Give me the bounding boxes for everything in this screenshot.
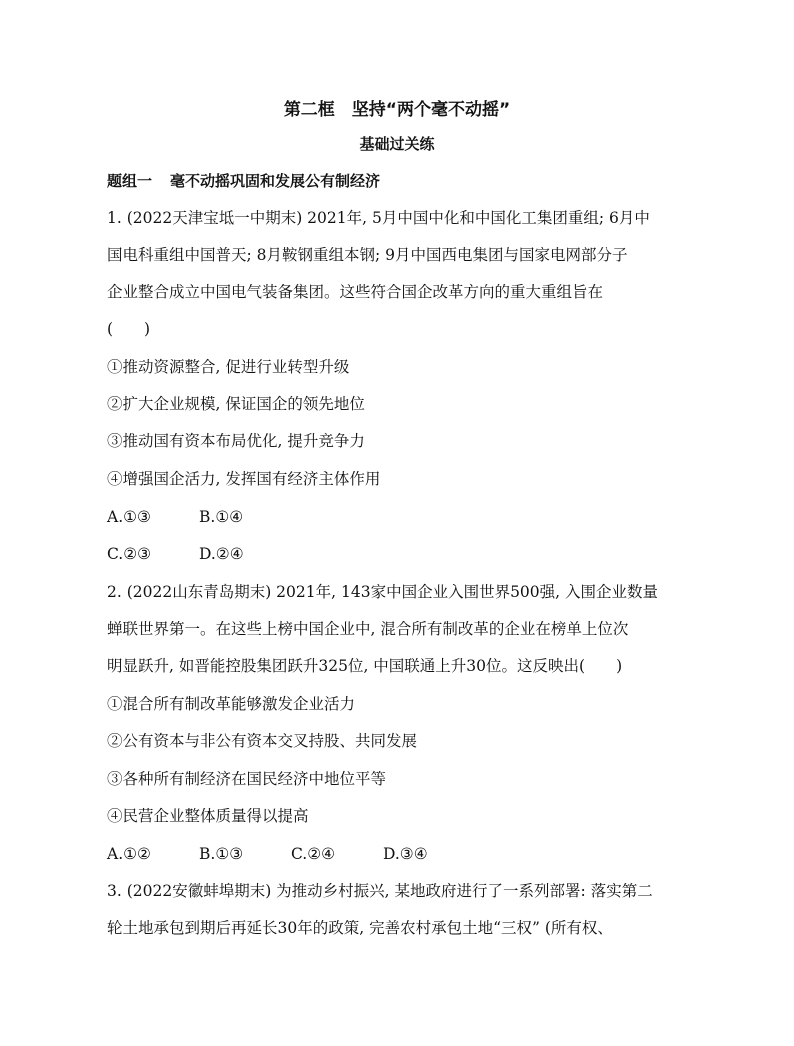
question-2-item-2: ②公有资本与非公有资本交叉持股、共同发展 [107,732,418,750]
option-b: B.①③ [199,845,244,863]
question-1-item-1: ①推动资源整合, 促进行业转型升级 [107,358,350,376]
group-label: 题组一 [107,172,153,190]
page-title: 第二框 坚持“两个毫不动摇” [283,100,511,120]
question-2-item-4: ④民营企业整体质量得以提高 [107,807,309,825]
question-1-options-row-1 [107,505,291,529]
question-2-item-3: ③各种所有制经济在国民经济中地位平等 [107,770,387,788]
question-2-options-row [107,842,475,866]
question-1-line-3: 企业整合成立中国电气装备集团。这些符合国企改革方向的重大重组旨在 [107,283,604,301]
question-group-heading [107,170,380,191]
question-1-line-1: 1. (2022天津宝坻一中期末) 2021年, 5月中国中化和中国化工集团重组; 6月中 [107,209,650,227]
group-name: 毫不动摇巩固和发展公有制经济 [170,172,381,190]
question-3-line-1: 3. (2022安徽蚌埠期末) 为推动乡村振兴, 某地政府进行了一系列部署: 落实第二 [107,882,653,900]
question-1-item-3: ③推动国有资本布局优化, 提升竞争力 [107,432,365,450]
question-1-item-4: ④增强国企活力, 发挥国有经济主体作用 [107,470,381,488]
question-1-item-2: ②扩大企业规模, 保证国企的领先地位 [107,395,365,413]
question-2-line-1: 2. (2022山东青岛期末) 2021年, 143家中国企业入围世界500强, 入围企业数量 [107,583,659,601]
option-d: D.③④ [383,845,428,863]
option-c: C.②④ [291,845,336,863]
option-b: B.①④ [199,508,244,526]
option-d: D.②④ [199,545,244,563]
option-a: A.①② [107,845,151,863]
question-1-answer-blank: ( ) [107,320,151,338]
option-a: A.①③ [107,508,151,526]
question-2-line-3: 明显跃升, 如晋能控股集团跃升325位, 中国联通上升30位。这反映出( ) [107,657,623,675]
question-2-line-2: 蝉联世界第一。在这些上榜中国企业中, 混合所有制改革的企业在榜单上位次 [107,620,629,638]
question-1-options-row-2 [107,542,291,566]
section-subtitle: 基础过关练 [359,135,435,153]
option-c: C.②③ [107,545,152,563]
question-1-line-2: 国电科重组中国普天; 8月鞍钢重组本钢; 9月中国西电集团与国家电网部分子 [107,246,628,264]
question-3-line-2: 轮土地承包到期后再延长30年的政策, 完善农村承包土地“三权” (所有权、 [107,919,613,937]
question-2-item-1: ①混合所有制改革能够激发企业活力 [107,695,356,713]
